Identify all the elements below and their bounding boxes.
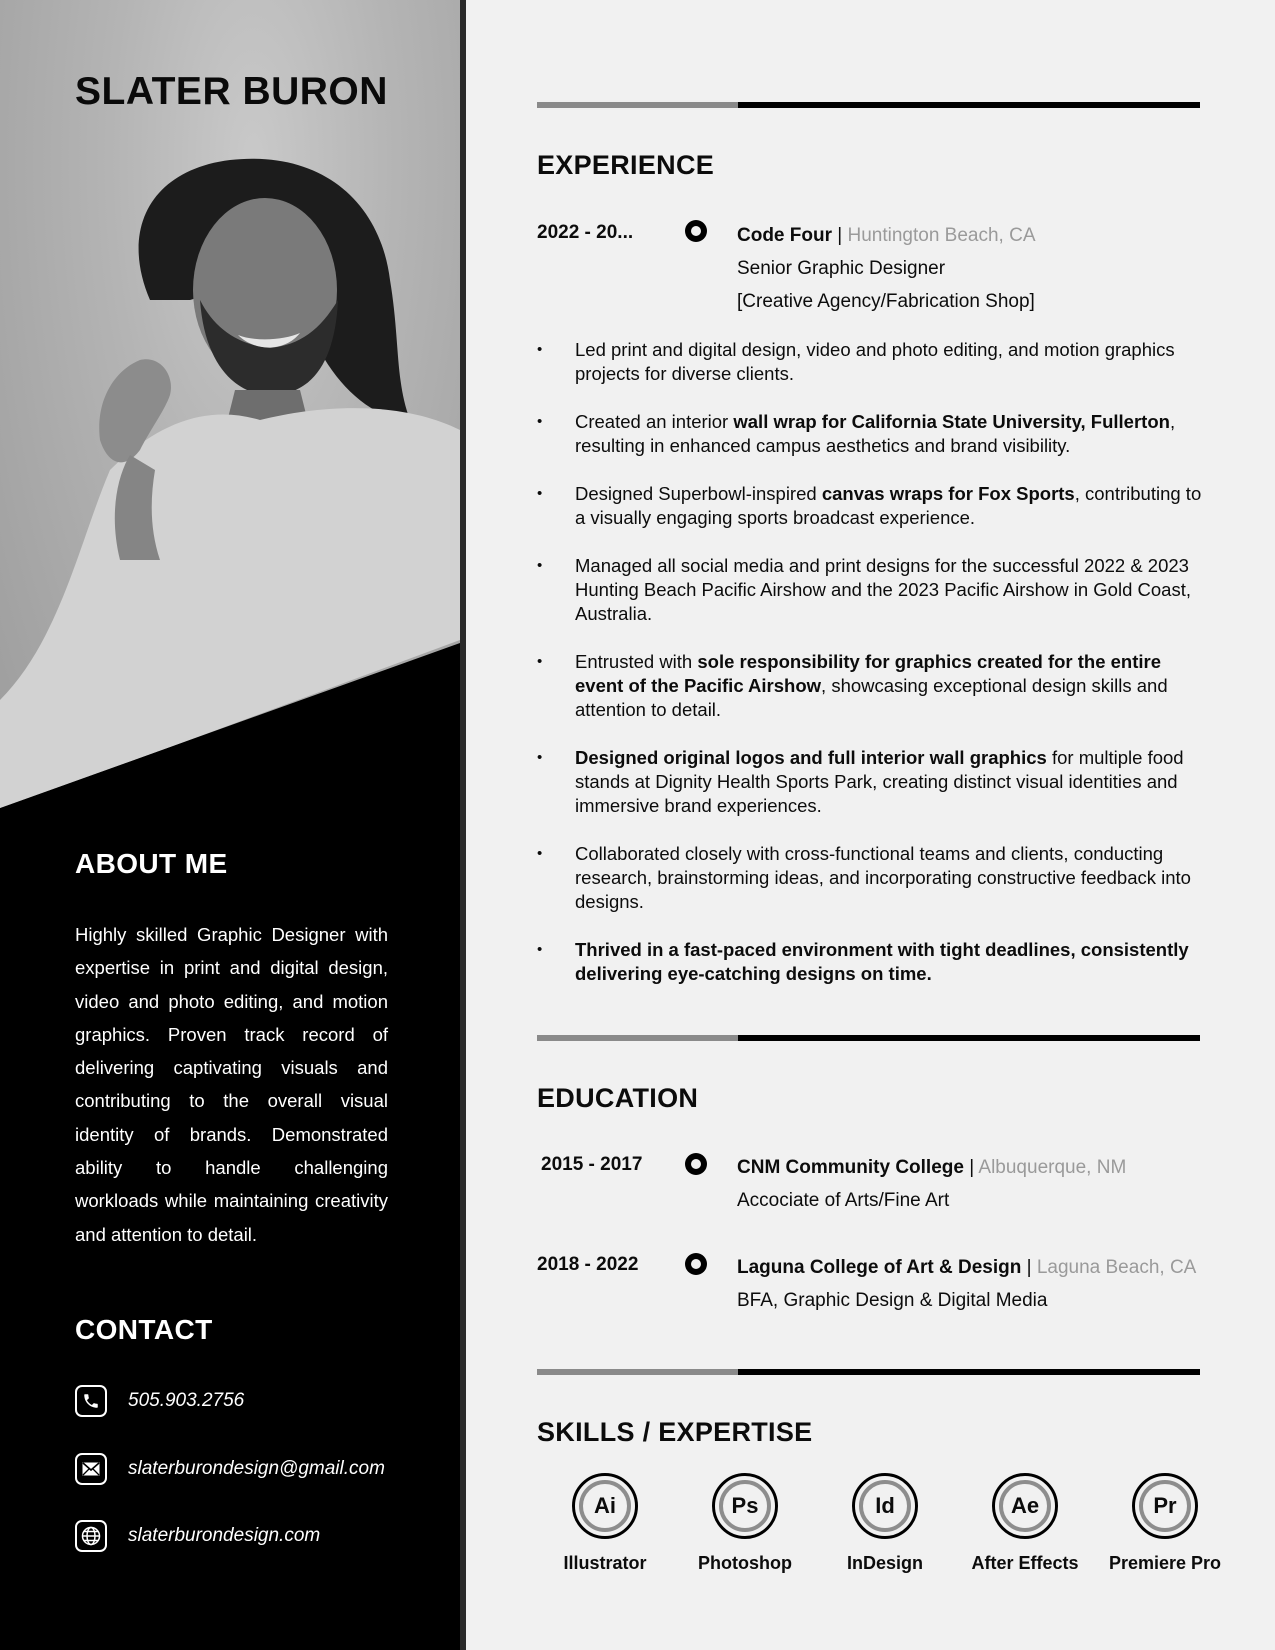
experience-bullet (537, 746, 1205, 818)
skill-premiere-pro (1095, 1473, 1235, 1574)
education-heading: EDUCATION (537, 1083, 699, 1113)
premiere-pro-icon: Pr (1132, 1473, 1198, 1539)
school-location: Laguna Beach, CA (1036, 1257, 1197, 1278)
skill-label: Illustrator (563, 1553, 647, 1573)
experience-bullet (537, 338, 1205, 386)
skill-illustrator (535, 1473, 675, 1574)
skill-photoshop (675, 1473, 815, 1574)
experience-bullet (537, 650, 1205, 722)
education-entry (737, 1151, 1126, 1217)
bullet-text: , contributing to a visually engaging sports broadcast experience. (575, 483, 1202, 528)
contact-email[interactable] (75, 1452, 385, 1486)
contact-website[interactable] (75, 1519, 320, 1553)
mail-icon (75, 1453, 107, 1485)
job-detail: [Creative Agency/Fabrication Shop] (737, 291, 1035, 312)
skill-indesign (815, 1473, 955, 1574)
school-name: Laguna College of Art & Design (737, 1257, 1022, 1278)
experience-heading: EXPERIENCE (537, 150, 715, 180)
about-heading: ABOUT ME (75, 848, 228, 879)
skills-heading: SKILLS / EXPERTISE (537, 1417, 813, 1447)
experience-bullet (537, 842, 1205, 914)
skill-label: After Effects (971, 1553, 1079, 1573)
bullet-text: Designed Superbowl-inspired (575, 483, 822, 504)
skill-label: InDesign (846, 1553, 923, 1573)
employer-name: Code Four (737, 225, 832, 246)
bullet-text: Entrusted with (575, 651, 698, 672)
bullet-bold-text: Designed original logos and full interior wall graphics (575, 747, 1047, 768)
bullet-bold-text: wall wrap for California State University, Fullerton (733, 411, 1170, 432)
bullet-bold-text: sole responsibility for graphics created for the entire event of the Pacific Airshow (575, 651, 1162, 696)
illustrator-icon: Ai (572, 1473, 638, 1539)
bullet-text: Led print and digital design, video and photo editing, and motion graphics projects for diverse clients. (575, 339, 1175, 384)
column-divider (460, 0, 466, 1650)
phone-icon (75, 1385, 107, 1417)
section-rule (537, 102, 1200, 108)
skill-label: Premiere Pro (1108, 1553, 1222, 1573)
bullet-bold-text: Thrived in a fast-paced environment with tight deadlines, consistently delivering eye-catching designs on time. (575, 939, 1189, 984)
website-url: slaterburondesign.com (128, 1525, 321, 1546)
bullet-text: , showcasing exceptional design skills and attention to detail. (575, 675, 1168, 720)
portrait-photo (0, 0, 460, 810)
email-address: slaterburondesign@gmail.com (128, 1458, 385, 1479)
separator: | (963, 1157, 979, 1178)
experience-date: 2022 - 20... (537, 222, 634, 243)
skill-label: Photoshop (698, 1553, 792, 1573)
job-title: Senior Graphic Designer (737, 258, 946, 279)
photoshop-icon: Ps (712, 1473, 778, 1539)
bullet-bold-text: canvas wraps for Fox Sports (821, 483, 1075, 504)
contact-heading: CONTACT (75, 1314, 213, 1345)
education-date: 2015 - 2017 (541, 1154, 643, 1175)
education-entry (737, 1251, 1196, 1317)
section-rule (537, 1369, 1200, 1375)
timeline-dot-icon (685, 1153, 707, 1175)
timeline-dot-icon (685, 1253, 707, 1275)
separator: | (1021, 1257, 1037, 1278)
bullet-text: for multiple food stands at Dignity Health Sports Park, creating distinct visual identities and immersive brand experiences. (575, 747, 1184, 816)
section-rule (537, 1035, 1200, 1041)
skill-after-effects (955, 1473, 1095, 1574)
education-date: 2018 - 2022 (537, 1254, 639, 1275)
bullet-text: Collaborated closely with cross-functional teams and clients, conducting research, brainstorming ideas, and incorporating constructive feedback into designs. (575, 843, 1191, 912)
bullet-text: Managed all social media and print designs for the successful 2022 & 2023 Hunting Beach Pacific Airshow and the 2023 Pacific Airshow in Gold Coast, Australia. (575, 555, 1191, 624)
school-name: CNM Community College (737, 1157, 964, 1178)
experience-bullet (537, 410, 1205, 458)
indesign-icon: Id (852, 1473, 918, 1539)
degree: BFA, Graphic Design & Digital Media (737, 1290, 1048, 1311)
experience-bullets (537, 338, 1205, 1010)
after-effects-icon: Ae (992, 1473, 1058, 1539)
school-location: Albuquerque, NM (978, 1157, 1127, 1178)
bullet-text: , resulting in enhanced campus aesthetics and brand visibility. (575, 411, 1176, 456)
about-text: Highly skilled Graphic Designer with expertise in print and digital design, video and photo editing, and motion graphics. Proven track record of delivering captivating visuals and contributing to the overall visual identity of brands. Demonstrated ability to handle challenging workloads while maintaining creativity and attention to detail. (75, 924, 388, 1245)
experience-entry (737, 219, 1036, 318)
experience-bullet (537, 938, 1205, 986)
experience-bullet (537, 554, 1205, 626)
candidate-name: SLATER BURON (75, 70, 388, 113)
phone-number: 505.903.2756 (128, 1390, 245, 1411)
skills-list (537, 1473, 1222, 1583)
timeline-dot-icon (685, 220, 707, 242)
experience-bullet (537, 482, 1205, 530)
contact-phone[interactable] (75, 1384, 244, 1418)
globe-icon (75, 1520, 107, 1552)
employer-location: Huntington Beach, CA (847, 225, 1036, 246)
sidebar (0, 0, 460, 1650)
portrait-illustration (0, 0, 460, 810)
separator: | (832, 225, 848, 246)
degree: Accociate of Arts/Fine Art (737, 1190, 950, 1211)
bullet-text: Created an interior (575, 411, 734, 432)
